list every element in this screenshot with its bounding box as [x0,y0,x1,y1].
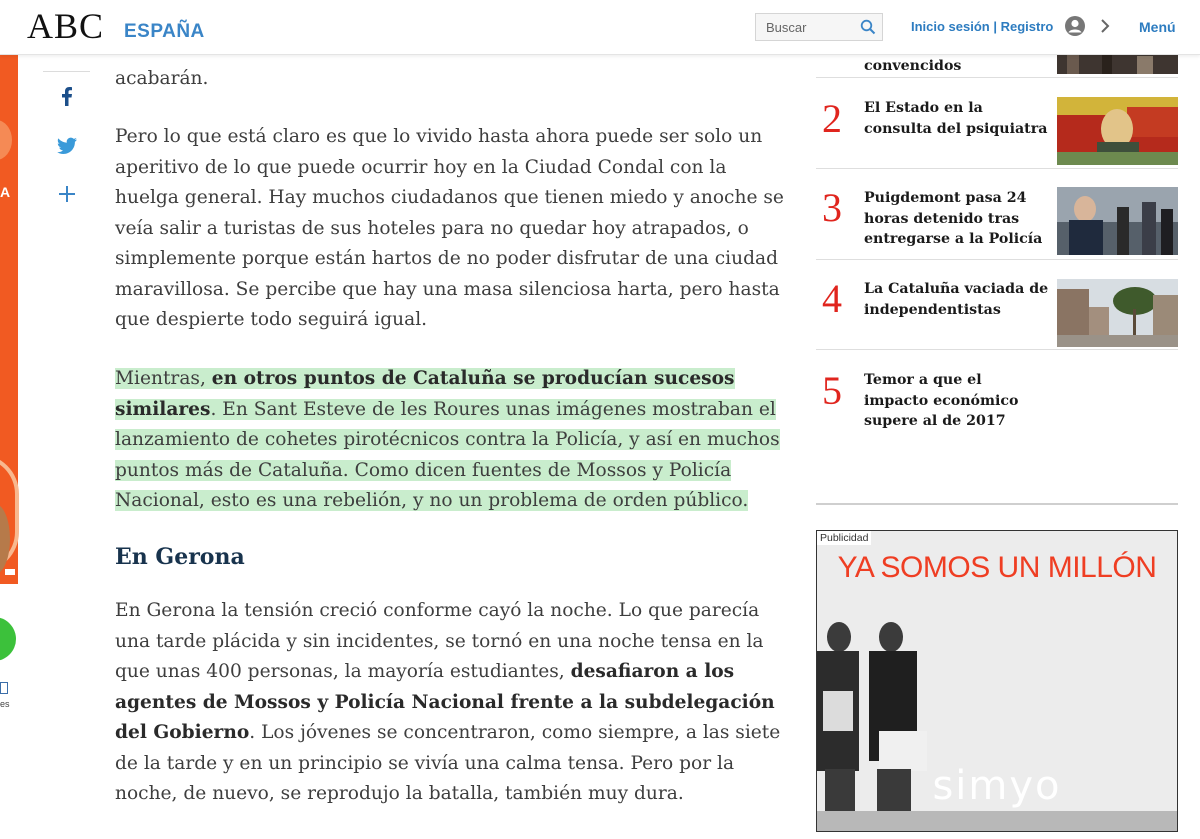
section-heading: En Gerona [115,544,245,570]
ranking-number: 3 [822,185,842,230]
section-divider [816,503,1178,505]
news-thumbnail[interactable] [1057,187,1178,255]
ranking-item-5[interactable] [816,349,1178,439]
search-icon[interactable] [860,19,876,35]
article-paragraph [115,596,790,810]
ranking-item-4[interactable] [816,259,1178,350]
article-paragraph: acabarán. [115,68,209,89]
ranking-title[interactable]: El Estado en la consulta del psiquiatra [864,100,1048,137]
divider [43,71,90,72]
left-side-ad[interactable] [0,54,18,584]
ranking-title[interactable]: La Cataluña vaciada de independentistas [864,281,1049,318]
search-input[interactable] [756,14,856,40]
plus-icon[interactable] [55,182,79,206]
ranking-number: 5 [822,368,842,413]
twitter-icon[interactable] [55,134,79,158]
news-thumbnail[interactable] [1057,279,1178,347]
ranking-number: 4 [822,276,842,321]
simyo-ad[interactable] [816,530,1178,832]
ranking-title[interactable]: convencidos [864,58,962,74]
bold-text: en otros puntos de Cataluña se producían sucesos similares [115,368,735,420]
bold-text: desafiaron a los agentes de Mossos y Policía Nacional frente a la subdelegación del Gobierno [115,661,775,743]
ad-shape [0,120,12,160]
site-header [0,0,1200,55]
news-thumbnail[interactable] [1057,97,1178,165]
ad-slogan: YA SOMOS UN MILLÓN [837,551,1157,584]
user-icon[interactable] [1064,15,1086,37]
ranking-item-2[interactable] [816,78,1178,169]
abc-logo[interactable]: ABC [27,6,105,46]
facebook-icon[interactable] [55,84,79,108]
search-box[interactable] [755,13,883,41]
section-link-espana[interactable]: ESPAÑA [124,21,205,42]
paragraph-text: . Los jóvenes se concentraron, como siempre, a las siete de la tarde y en un principio se vivía una calma tensa. Pero por la noche, de nuevo, se reprodujo la batalla, también muy dura. [115,722,781,804]
login-register-link[interactable]: Inicio sesión | Registro [911,19,1054,34]
menu-button[interactable]: Menú [1139,19,1176,35]
paragraph-text: Mientras, [115,368,212,389]
ranking-item-3[interactable] [816,168,1178,260]
article-paragraph-highlighted [115,364,790,517]
ranking-title[interactable]: Puigdemont pasa 24 horas detenido tras entregarse a la Policía [864,190,1043,247]
ranking-number: 2 [822,96,842,141]
article-paragraph: Pero lo que está claro es que lo vivido hasta ahora puede ser solo un aperitivo de lo que puede ocurrir hoy en la Ciudad Condal con la huelga general. Hay muchos ciudadanos que tienen miedo y anoche se veía salir a turistas de sus hoteles para no quedar hoy atrapados, o simplemente porque están hartos de no poder disfrutar de una ciudad maravillosa. Se percibe que hay una masa silenciosa harta, pero hasta que despierte todo seguirá igual. [115,126,784,330]
ad-shape [5,569,15,575]
paragraph-text: . En Sant Esteve de les Roures unas imágenes mostraban el lanzamiento de cohetes pirotécnicos contra la Policía, y así en muchos puntos más de Cataluña. Como dicen fuentes de Mossos y Policía Nacional, esto es una rebelión, y no un problema de orden público. [115,398,780,511]
whatsapp-share-button[interactable] [0,617,16,661]
ad-brand-logo: simyo [932,763,1062,809]
ad-letter: A [0,184,11,200]
chevron-right-icon[interactable] [1099,18,1111,34]
ad-label: Publicidad [817,531,871,545]
ranking-title[interactable]: Temor a que el impacto económico supere al de 2017 [864,372,1019,429]
news-thumbnail[interactable] [1057,54,1178,74]
share-bar [43,54,90,224]
paragraph-text: En Gerona la tensión creció conforme cayó la noche. Lo que parecía una tarde plácida y sin incidentes, se tornó en una noche tensa en la que unas 400 personas, la mayoría estudiantes, [115,600,764,682]
small-icon[interactable] [0,682,8,694]
left-side-label: es [0,699,10,709]
